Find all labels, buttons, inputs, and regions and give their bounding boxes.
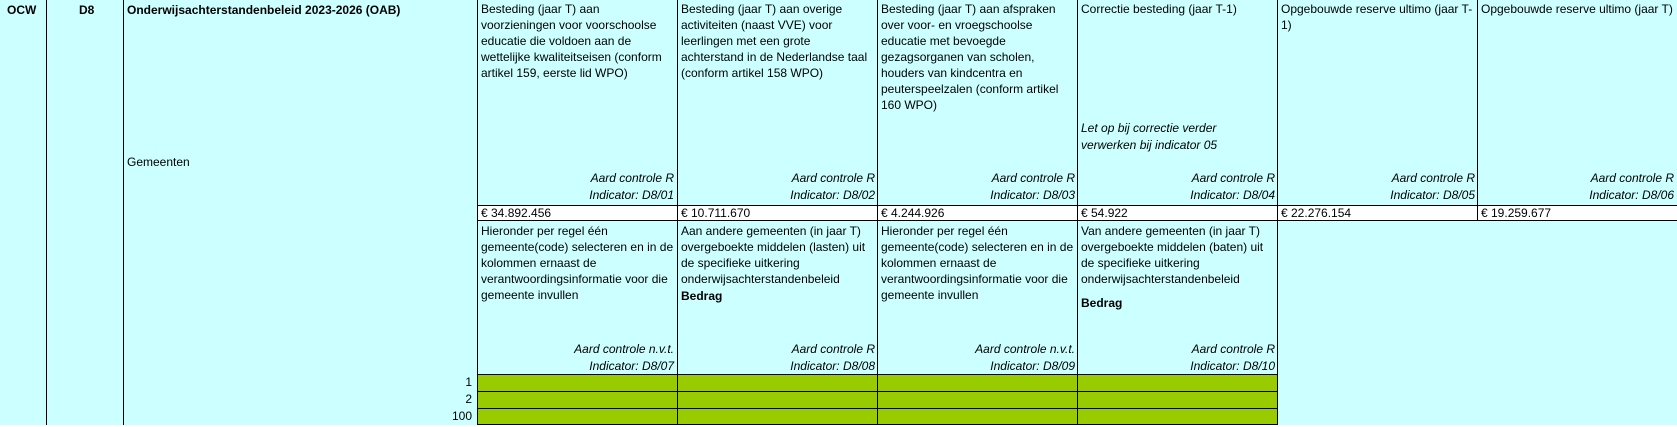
subcolumn-header-text: Hieronder per regel één gemeente(code) selecteren en in de kolommen ernaast de verantwoordingsinformatie voor die gemeente invullen: [481, 224, 674, 302]
control-label: Aard controle R: [1590, 171, 1674, 185]
indicator-label: Indicator: D8/08: [790, 359, 875, 373]
input-cell-r1-c1[interactable]: [477, 374, 678, 391]
subcolumn-header-d8-08: [677, 221, 878, 374]
input-cell-r2-c2[interactable]: [677, 391, 878, 408]
subcolumn-header-text: Aan andere gemeenten (in jaar T) overgeboekte middelen (lasten) uit de specifieke uitkering onderwijsachterstandenbeleid: [681, 224, 866, 286]
column-header-d8-06: [1477, 0, 1677, 205]
recipient-label: Gemeenten: [127, 155, 190, 169]
control-label: Aard controle n.v.t.: [975, 342, 1075, 356]
input-cell-r3-c4[interactable]: [1077, 408, 1278, 425]
column-header-d8-02: [677, 0, 878, 205]
ministry-label: OCW: [7, 3, 37, 17]
control-label: Aard controle R: [1191, 342, 1275, 356]
indicator-label: Indicator: D8/05: [1390, 188, 1475, 202]
indicator-label: Indicator: D8/02: [790, 188, 875, 202]
empty-area: [1277, 221, 1677, 427]
amount-d8-05[interactable]: € 22.276.154: [1277, 205, 1478, 221]
row-number-1: 1: [465, 375, 472, 389]
column-header-d8-05: [1277, 0, 1478, 205]
control-label: Aard controle R: [791, 171, 875, 185]
input-cell-r1-c2[interactable]: [677, 374, 878, 391]
indicator-label: Indicator: D8/03: [990, 188, 1075, 202]
control-label: Aard controle n.v.t.: [574, 342, 674, 356]
subcolumn-header-d8-10: [1077, 221, 1278, 374]
row-number-100: 100: [451, 409, 472, 423]
subcolumn-header-d8-09: [877, 221, 1078, 374]
subcolumn-header-text: Hieronder per regel één gemeente(code) selecteren en in de kolommen ernaast de verantwoordingsinformatie voor die gemeente invullen: [881, 224, 1074, 302]
code-label: D8: [79, 3, 95, 17]
indicator-label: Indicator: D8/10: [1190, 359, 1275, 373]
ministry-cell: [0, 0, 46, 427]
column-header-text: Opgebouwde reserve ultimo (jaar T-1): [1281, 2, 1473, 32]
input-cell-r3-c3[interactable]: [877, 408, 1078, 425]
column-header-text: Besteding (jaar T) aan afspraken over voor- en vroegschoolse educatie met bevoegde gezagsorganen van scholen, houders van kindcentra en peuterspeelzalen (conform artikel 160 WPO): [881, 2, 1059, 112]
amount-d8-04[interactable]: € 54.922: [1077, 205, 1278, 221]
indicator-label: Indicator: D8/07: [589, 359, 674, 373]
input-cell-r2-c4[interactable]: [1077, 391, 1278, 408]
amount-d8-06[interactable]: € 19.259.677: [1477, 205, 1677, 221]
code-cell: [46, 0, 124, 427]
amount-d8-01[interactable]: € 34.892.456: [477, 205, 678, 221]
column-header-text: Opgebouwde reserve ultimo (jaar T): [1481, 2, 1673, 16]
control-label: Aard controle R: [991, 171, 1075, 185]
regulation-title: Onderwijsachterstandenbeleid 2023-2026 (OAB): [127, 3, 401, 17]
indicator-label: Indicator: D8/06: [1589, 188, 1674, 202]
indicator-label: Indicator: D8/01: [589, 188, 674, 202]
column-header-text: Besteding (jaar T) aan voorzieningen voor voorschoolse educatie die voldoen aan de wettelijke kwaliteitseisen (conform artikel 159, eerste lid WPO): [481, 2, 662, 80]
correction-note: Let op bij correctie verder verwerken bij indicator 05: [1081, 121, 1218, 152]
amount-caption: Bedrag: [1081, 296, 1123, 310]
input-cell-r2-c1[interactable]: [477, 391, 678, 408]
control-label: Aard controle R: [1391, 171, 1475, 185]
column-header-d8-03: [877, 0, 1078, 205]
indicator-label: Indicator: D8/04: [1190, 188, 1275, 202]
amount-d8-03[interactable]: € 4.244.926: [877, 205, 1078, 221]
input-cell-r1-c3[interactable]: [877, 374, 1078, 391]
column-header-d8-01: [477, 0, 677, 205]
control-label: Aard controle R: [590, 171, 674, 185]
input-cell-r3-c2[interactable]: [677, 408, 878, 425]
input-cell-r3-c1[interactable]: [477, 408, 678, 425]
control-label: Aard controle R: [791, 342, 875, 356]
column-header-text: Correctie besteding (jaar T-1): [1081, 2, 1237, 16]
title-cell: [123, 0, 477, 427]
control-label: Aard controle R: [1191, 171, 1275, 185]
input-cell-r1-c4[interactable]: [1077, 374, 1278, 391]
row-number-2: 2: [465, 392, 472, 406]
amount-caption: Bedrag: [681, 289, 723, 303]
column-header-text: Besteding (jaar T) aan overige activiteiten (naast VVE) voor leerlingen met een grote achterstand in de Nederlandse taal (conform artikel 158 WPO): [681, 2, 868, 80]
indicator-label: Indicator: D8/09: [990, 359, 1075, 373]
subcolumn-header-text: Van andere gemeenten (in jaar T) overgeboekte middelen (baten) uit de specifieke uitkering onderwijsachterstandenbeleid: [1081, 224, 1264, 286]
amount-d8-02[interactable]: € 10.711.670: [677, 205, 878, 221]
input-cell-r2-c3[interactable]: [877, 391, 1078, 408]
subcolumn-header-d8-07: [477, 221, 677, 374]
column-header-d8-04: [1077, 0, 1278, 205]
